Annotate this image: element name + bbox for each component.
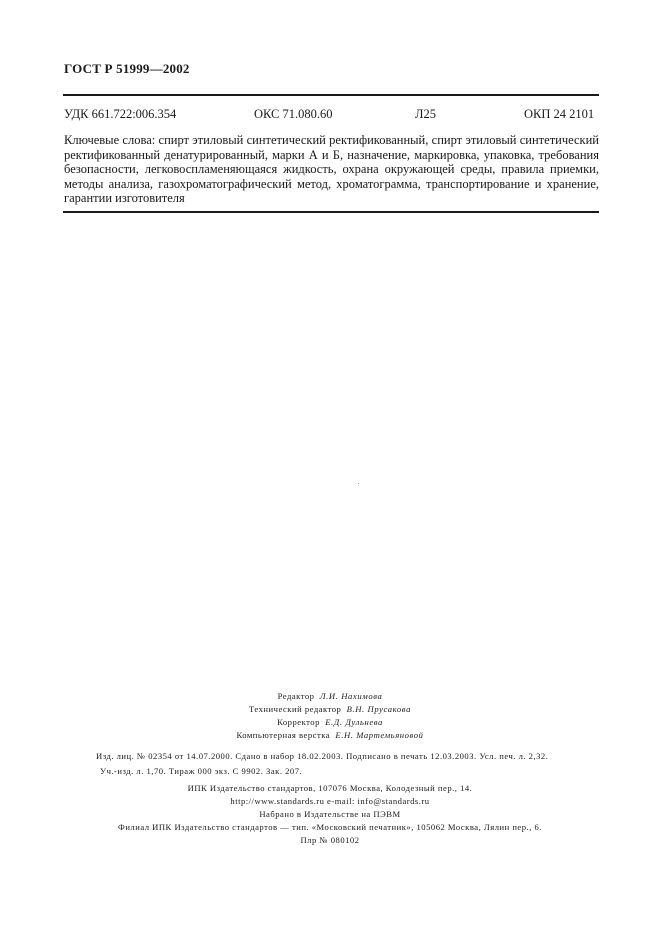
- staff-name: Л.И. Нахимова: [319, 691, 383, 701]
- publisher-info: [100, 782, 560, 847]
- printer-branch: Филиал ИПК Издательство стандартов — тип. «Московский печатник», 105062 Москва, Лялин пер., 6.: [118, 822, 542, 832]
- staff-role: Редактор: [277, 691, 315, 701]
- oks-code: ОКС 71.080.60: [254, 107, 333, 121]
- publisher-address: ИПК Издательство стандартов, 107076 Москва, Колодезный пер., 14.: [187, 783, 473, 793]
- staff-row-layout: [200, 729, 460, 742]
- staff-role: Корректор: [277, 717, 320, 727]
- staff-name: В.Н. Прусакова: [346, 704, 411, 714]
- publisher-contacts: http://www.standards.ru e-mail: info@standards.ru: [230, 796, 430, 806]
- keywords-paragraph: [64, 133, 599, 206]
- bottom-divider: [63, 211, 599, 213]
- typeset-note: Набрано в Издательстве на ПЭВМ: [259, 809, 401, 819]
- udk-code: УДК 661.722:006.354: [64, 107, 177, 121]
- staff-credits: [200, 690, 460, 742]
- license-number: Плр № 080102: [300, 835, 360, 845]
- keywords-line: безопасности, легковоспламеняющаяся жидкость, охрана окружающей среды, правила приемки,: [64, 162, 599, 177]
- keywords-line: ректификованный денатурированный, марки А и Б, назначение, маркировка, упаковка, требования: [64, 147, 599, 162]
- print-info: [96, 749, 566, 779]
- standard-title: ГОСТ Р 51999—2002: [64, 61, 190, 76]
- okp-code: ОКП 24 2101: [524, 107, 595, 121]
- keywords-line: методы анализа, газохроматографический метод, хроматограмма, транспортирование и хранение,: [64, 176, 599, 191]
- speck: [358, 483, 359, 484]
- keywords-line: Ключевые слова: спирт этиловый синтетический ректификованный, спирт этиловый синтетический: [64, 133, 599, 147]
- staff-name: Е.Д. Дульнева: [325, 717, 383, 727]
- print-info-line: Изд. лиц. № 02354 от 14.07.2000. Сдано в набор 18.02.2003. Подписано в печать 12.03.2003. Усл. печ. л. 2,32.: [96, 751, 549, 761]
- staff-row-proofreader: [200, 716, 460, 729]
- staff-role: Компьютерная верстка: [236, 730, 331, 740]
- staff-name: Е.Н. Мартемьяновой: [335, 730, 424, 740]
- staff-row-tech-editor: [200, 703, 460, 716]
- print-info-line: Уч.-изд. л. 1,70. Тираж 000 экз. С 9902. Зак. 207.: [100, 766, 303, 776]
- group-code: Л25: [415, 107, 436, 121]
- top-divider: [63, 94, 599, 96]
- keywords-line: гарантии изготовителя: [64, 191, 185, 206]
- staff-row-editor: [200, 690, 460, 703]
- staff-role: Технический редактор: [249, 704, 342, 714]
